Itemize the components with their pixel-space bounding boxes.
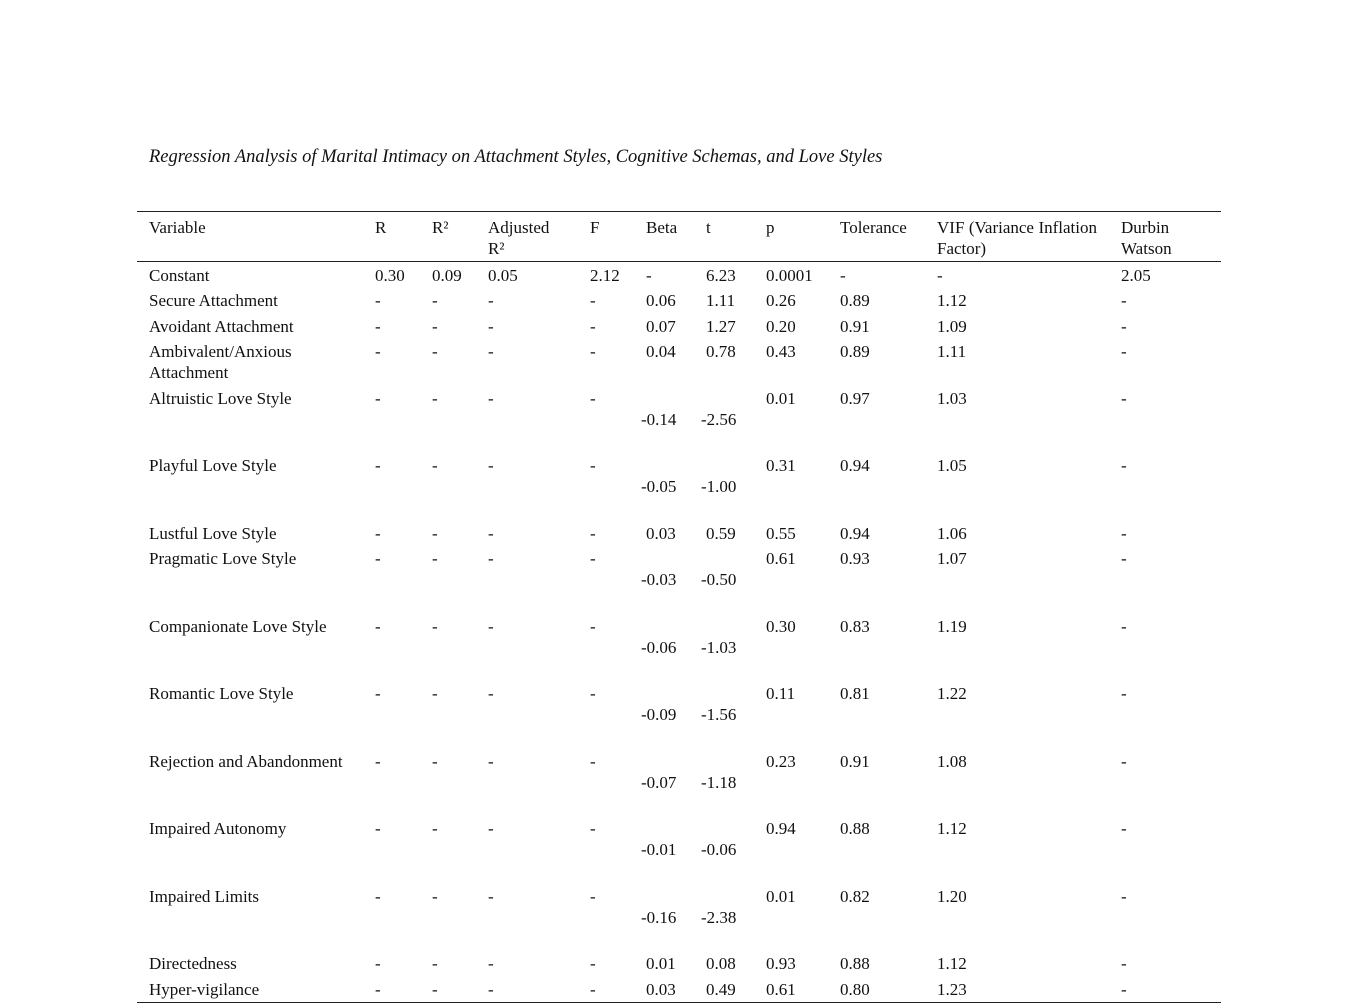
column-header-f: F bbox=[590, 218, 600, 237]
cell-tolerance: 0.81 bbox=[840, 684, 870, 703]
cell-t: -1.18 bbox=[701, 772, 737, 792]
table-row bbox=[137, 288, 1221, 314]
column-header-durbin-watson: Durbin Watson bbox=[1121, 218, 1172, 258]
cell-tolerance: 0.89 bbox=[840, 291, 870, 310]
cell-tolerance: 0.88 bbox=[840, 954, 870, 973]
cell-durbin-watson: - bbox=[1121, 549, 1127, 568]
cell-adjusted-r-squared: - bbox=[488, 388, 494, 408]
cell-r: - bbox=[375, 316, 381, 336]
cell-f: - bbox=[590, 886, 596, 906]
cell-t: -1.03 bbox=[701, 637, 737, 657]
cell-variable: Ambivalent/Anxious Attachment bbox=[149, 342, 292, 382]
cell-p: 0.93 bbox=[766, 954, 796, 973]
column-header-adjusted-r-squared: Adjusted R² bbox=[488, 218, 550, 258]
cell-p: 0.30 bbox=[766, 616, 796, 636]
cell-beta: -0.09 bbox=[641, 705, 677, 724]
cell-durbin-watson: 2.05 bbox=[1121, 265, 1151, 285]
cell-r-squared: - bbox=[432, 342, 438, 361]
cell-r: - bbox=[375, 954, 381, 973]
cell-variable: Impaired Limits bbox=[149, 886, 260, 906]
cell-adjusted-r-squared: - bbox=[488, 316, 494, 336]
cell-durbin-watson: - bbox=[1121, 388, 1127, 408]
cell-t: -0.06 bbox=[701, 840, 737, 859]
cell-r-squared: - bbox=[432, 316, 438, 336]
cell-vif: 1.11 bbox=[937, 342, 967, 361]
cell-r: - bbox=[375, 684, 381, 703]
cell-f: - bbox=[590, 549, 596, 568]
cell-p: 0.11 bbox=[766, 684, 796, 703]
cell-t: 0.49 bbox=[706, 979, 736, 999]
cell-tolerance: - bbox=[840, 265, 846, 285]
cell-durbin-watson: - bbox=[1121, 684, 1127, 703]
cell-vif: 1.09 bbox=[937, 316, 967, 336]
cell-f: - bbox=[590, 316, 596, 336]
cell-t: -2.56 bbox=[701, 409, 737, 429]
cell-adjusted-r-squared: - bbox=[488, 954, 494, 973]
cell-beta: -0.03 bbox=[641, 570, 677, 589]
cell-beta: -0.06 bbox=[641, 637, 677, 657]
cell-beta: 0.06 bbox=[646, 291, 676, 310]
cell-r-squared: 0.09 bbox=[432, 265, 462, 285]
cell-r-squared: - bbox=[432, 819, 438, 838]
cell-p: 0.20 bbox=[766, 316, 796, 336]
cell-f: - bbox=[590, 979, 596, 999]
cell-variable: Rejection and Abandonment bbox=[149, 751, 343, 771]
cell-durbin-watson: - bbox=[1121, 979, 1127, 999]
cell-vif: - bbox=[937, 265, 943, 285]
cell-r-squared: - bbox=[432, 616, 438, 636]
cell-adjusted-r-squared: - bbox=[488, 291, 494, 310]
cell-vif: 1.12 bbox=[937, 291, 967, 310]
cell-r: - bbox=[375, 751, 381, 771]
cell-durbin-watson: - bbox=[1121, 456, 1127, 475]
cell-adjusted-r-squared: - bbox=[488, 456, 494, 475]
table-row bbox=[137, 883, 1221, 951]
cell-t: 0.78 bbox=[706, 342, 736, 361]
cell-r-squared: - bbox=[432, 684, 438, 703]
cell-vif: 1.03 bbox=[937, 388, 967, 408]
table-row bbox=[137, 816, 1221, 884]
cell-variable: Hyper-vigilance bbox=[149, 979, 260, 999]
cell-t: 6.23 bbox=[706, 265, 736, 285]
table-row bbox=[137, 453, 1221, 521]
table-row bbox=[137, 546, 1221, 614]
cell-variable: Lustful Love Style bbox=[149, 523, 277, 543]
cell-f: - bbox=[590, 456, 596, 475]
cell-t: 1.27 bbox=[706, 316, 736, 336]
cell-durbin-watson: - bbox=[1121, 523, 1127, 543]
cell-r-squared: - bbox=[432, 751, 438, 771]
cell-tolerance: 0.93 bbox=[840, 549, 870, 568]
cell-t: -1.56 bbox=[701, 705, 737, 724]
cell-durbin-watson: - bbox=[1121, 316, 1127, 336]
cell-r-squared: - bbox=[432, 954, 438, 973]
cell-variable: Pragmatic Love Style bbox=[149, 549, 297, 568]
table-row bbox=[137, 385, 1221, 453]
cell-p: 0.61 bbox=[766, 549, 796, 568]
cell-durbin-watson: - bbox=[1121, 954, 1127, 973]
cell-adjusted-r-squared: - bbox=[488, 751, 494, 771]
cell-f: 2.12 bbox=[590, 265, 620, 285]
cell-p: 0.94 bbox=[766, 819, 796, 838]
cell-p: 0.01 bbox=[766, 388, 796, 408]
column-header-vif: VIF (Variance Inflation Factor) bbox=[937, 218, 1097, 258]
cell-tolerance: 0.97 bbox=[840, 388, 870, 408]
cell-r-squared: - bbox=[432, 523, 438, 543]
cell-f: - bbox=[590, 291, 596, 310]
column-header-tolerance: Tolerance bbox=[840, 218, 907, 237]
cell-r-squared: - bbox=[432, 291, 438, 310]
column-header-p: p bbox=[766, 218, 775, 237]
cell-beta: 0.03 bbox=[646, 979, 676, 999]
cell-f: - bbox=[590, 388, 596, 408]
cell-t: -1.00 bbox=[701, 477, 737, 496]
cell-f: - bbox=[590, 684, 596, 703]
cell-r-squared: - bbox=[432, 886, 438, 906]
column-header-t: t bbox=[706, 218, 711, 237]
cell-r: - bbox=[375, 979, 381, 999]
cell-r: - bbox=[375, 886, 381, 906]
cell-r: - bbox=[375, 342, 381, 361]
cell-vif: 1.23 bbox=[937, 979, 967, 999]
cell-t: 1.11 bbox=[706, 291, 736, 310]
cell-f: - bbox=[590, 751, 596, 771]
cell-beta: 0.07 bbox=[646, 316, 676, 336]
cell-beta: -0.07 bbox=[641, 772, 677, 792]
cell-t: 0.59 bbox=[706, 523, 736, 543]
cell-durbin-watson: - bbox=[1121, 342, 1127, 361]
cell-vif: 1.19 bbox=[937, 616, 967, 636]
cell-beta: 0.03 bbox=[646, 523, 676, 543]
cell-variable: Constant bbox=[149, 265, 210, 285]
cell-p: 0.61 bbox=[766, 979, 796, 999]
cell-durbin-watson: - bbox=[1121, 819, 1127, 838]
cell-variable: Secure Attachment bbox=[149, 291, 278, 310]
cell-beta: 0.04 bbox=[646, 342, 676, 361]
cell-beta: - bbox=[646, 265, 652, 285]
cell-vif: 1.12 bbox=[937, 954, 967, 973]
cell-tolerance: 0.94 bbox=[840, 456, 870, 475]
cell-r: - bbox=[375, 523, 381, 543]
column-header-r: R bbox=[375, 218, 387, 237]
cell-f: - bbox=[590, 954, 596, 973]
cell-p: 0.0001 bbox=[766, 265, 813, 285]
cell-vif: 1.07 bbox=[937, 549, 967, 568]
cell-r: - bbox=[375, 549, 381, 568]
regression-table bbox=[137, 211, 1221, 1003]
cell-durbin-watson: - bbox=[1121, 291, 1127, 310]
column-header-r-squared: R² bbox=[432, 218, 449, 237]
cell-r: - bbox=[375, 819, 381, 838]
cell-r: - bbox=[375, 291, 381, 310]
cell-variable: Romantic Love Style bbox=[149, 684, 294, 703]
table-row bbox=[137, 748, 1221, 816]
cell-tolerance: 0.83 bbox=[840, 616, 870, 636]
cell-vif: 1.20 bbox=[937, 886, 967, 906]
cell-variable: Companionate Love Style bbox=[149, 616, 327, 636]
table-row bbox=[137, 339, 1221, 386]
cell-r: - bbox=[375, 388, 381, 408]
table-row bbox=[137, 613, 1221, 681]
cell-variable: Avoidant Attachment bbox=[149, 316, 294, 336]
cell-r-squared: - bbox=[432, 456, 438, 475]
cell-beta: -0.05 bbox=[641, 477, 677, 496]
cell-t: -0.50 bbox=[701, 570, 737, 589]
table-caption: Regression Analysis of Marital Intimacy on Attachment Styles, Cognitive Schemas, and Love Styles bbox=[149, 147, 883, 167]
cell-adjusted-r-squared: - bbox=[488, 979, 494, 999]
cell-r-squared: - bbox=[432, 979, 438, 999]
cell-p: 0.55 bbox=[766, 523, 796, 543]
cell-variable: Impaired Autonomy bbox=[149, 819, 287, 838]
cell-r-squared: - bbox=[432, 388, 438, 408]
table-body bbox=[137, 262, 1221, 1003]
cell-r: - bbox=[375, 456, 381, 475]
cell-vif: 1.12 bbox=[937, 819, 967, 838]
cell-tolerance: 0.89 bbox=[840, 342, 870, 361]
cell-adjusted-r-squared: - bbox=[488, 886, 494, 906]
cell-vif: 1.08 bbox=[937, 751, 967, 771]
cell-f: - bbox=[590, 616, 596, 636]
cell-durbin-watson: - bbox=[1121, 616, 1127, 636]
cell-tolerance: 0.82 bbox=[840, 886, 870, 906]
table-row bbox=[137, 681, 1221, 749]
cell-f: - bbox=[590, 819, 596, 838]
cell-adjusted-r-squared: - bbox=[488, 523, 494, 543]
cell-adjusted-r-squared: - bbox=[488, 819, 494, 838]
cell-variable: Altruistic Love Style bbox=[149, 388, 292, 408]
cell-variable: Playful Love Style bbox=[149, 456, 277, 475]
column-header-beta: Beta bbox=[646, 218, 678, 237]
cell-p: 0.31 bbox=[766, 456, 796, 475]
table-row bbox=[137, 262, 1221, 288]
cell-f: - bbox=[590, 342, 596, 361]
cell-t: -2.38 bbox=[701, 907, 737, 927]
cell-r: 0.30 bbox=[375, 265, 405, 285]
cell-vif: 1.06 bbox=[937, 523, 967, 543]
table-row bbox=[137, 313, 1221, 339]
table-row bbox=[137, 520, 1221, 546]
cell-tolerance: 0.94 bbox=[840, 523, 870, 543]
cell-tolerance: 0.80 bbox=[840, 979, 870, 999]
cell-r: - bbox=[375, 616, 381, 636]
cell-r-squared: - bbox=[432, 549, 438, 568]
cell-tolerance: 0.91 bbox=[840, 316, 870, 336]
cell-f: - bbox=[590, 523, 596, 543]
cell-p: 0.01 bbox=[766, 886, 796, 906]
cell-beta: 0.01 bbox=[646, 954, 676, 973]
cell-t: 0.08 bbox=[706, 954, 736, 973]
cell-adjusted-r-squared: - bbox=[488, 549, 494, 568]
table-header-row bbox=[137, 212, 1221, 262]
cell-durbin-watson: - bbox=[1121, 751, 1127, 771]
cell-vif: 1.05 bbox=[937, 456, 967, 475]
cell-variable: Directedness bbox=[149, 954, 237, 973]
cell-beta: -0.14 bbox=[641, 409, 677, 429]
table-row bbox=[137, 951, 1221, 977]
cell-tolerance: 0.91 bbox=[840, 751, 870, 771]
cell-adjusted-r-squared: - bbox=[488, 342, 494, 361]
cell-beta: -0.16 bbox=[641, 907, 677, 927]
cell-tolerance: 0.88 bbox=[840, 819, 870, 838]
cell-adjusted-r-squared: - bbox=[488, 684, 494, 703]
cell-durbin-watson: - bbox=[1121, 886, 1127, 906]
cell-adjusted-r-squared: - bbox=[488, 616, 494, 636]
cell-adjusted-r-squared: 0.05 bbox=[488, 265, 518, 285]
column-header-variable: Variable bbox=[149, 218, 206, 237]
cell-vif: 1.22 bbox=[937, 684, 967, 703]
cell-p: 0.26 bbox=[766, 291, 796, 310]
table-row bbox=[137, 976, 1221, 1002]
cell-p: 0.23 bbox=[766, 751, 796, 771]
cell-p: 0.43 bbox=[766, 342, 796, 361]
cell-beta: -0.01 bbox=[641, 840, 677, 859]
